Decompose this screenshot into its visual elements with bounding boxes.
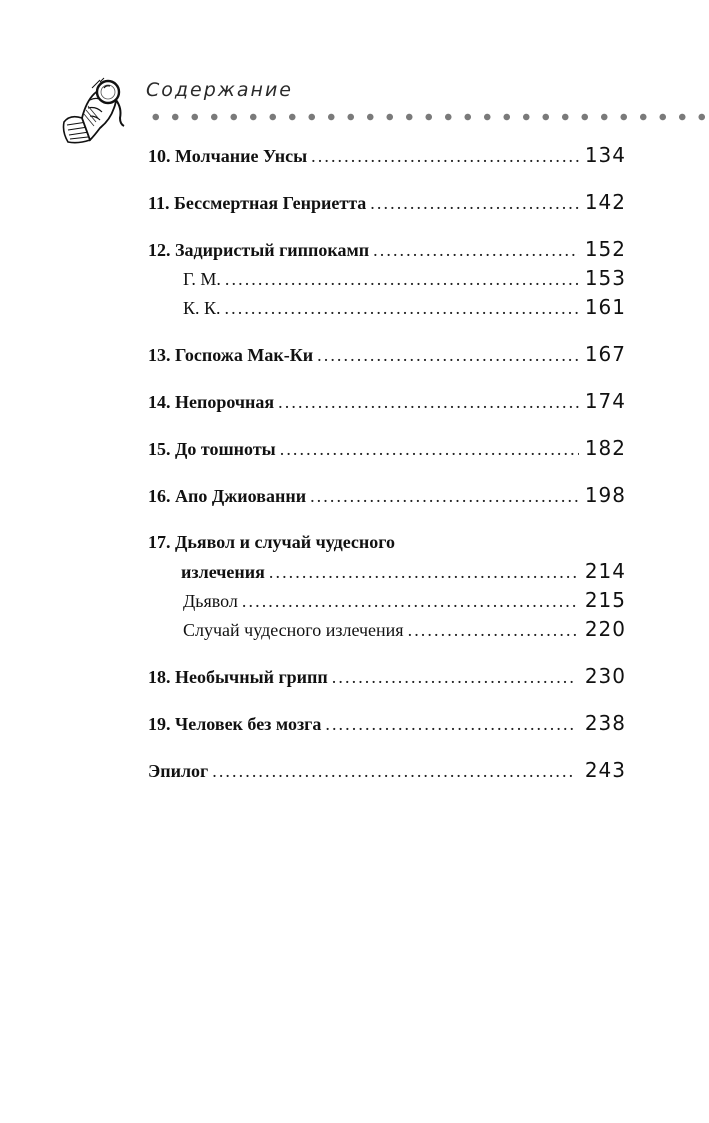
- toc-entry-page: 182: [584, 436, 626, 460]
- dot-leader: [212, 757, 576, 786]
- toc-entry-page: 214: [584, 559, 626, 583]
- toc-entry-title: 13. Госпожа Мак-Ки: [148, 345, 314, 365]
- dot-leader: [317, 341, 579, 370]
- dot-leader: [311, 142, 579, 171]
- toc-entry-title: 11. Бессмертная Генриетта: [148, 193, 367, 213]
- toc-entry-19[interactable]: [148, 709, 626, 738]
- dot-leader: [242, 587, 579, 616]
- dot-leader: [373, 236, 579, 265]
- toc-entry-page: 230: [584, 664, 626, 688]
- dot-leader: [370, 189, 579, 218]
- toc-entry-title: 12. Задиристый гиппокамп: [148, 240, 370, 260]
- toc-entry-14[interactable]: [148, 387, 626, 416]
- toc-entry-title: Эпилог: [148, 761, 209, 781]
- toc-subentry-miracle-cure[interactable]: [148, 615, 626, 644]
- toc-entry-title: Г. М.: [183, 269, 221, 289]
- toc-entry-16[interactable]: [148, 481, 626, 510]
- page-title: Содержание: [146, 79, 293, 101]
- toc-subentry-devil[interactable]: [148, 586, 626, 615]
- dot-leader: [310, 482, 579, 511]
- toc-entry-title: К. К.: [183, 298, 221, 318]
- toc-entry-15[interactable]: [148, 434, 626, 463]
- dot-leader: [325, 710, 576, 739]
- toc-entry-page: 153: [584, 266, 626, 290]
- toc-entry-title: 18. Необычный грипп: [148, 667, 328, 687]
- toc-entry-title: 14. Непорочная: [148, 392, 275, 412]
- dot-leader: [225, 265, 579, 294]
- table-of-contents: [148, 141, 626, 785]
- toc-entry-page: 152: [584, 237, 626, 261]
- toc-entry-10[interactable]: [148, 141, 626, 170]
- toc-entry-title: излечения: [181, 562, 265, 582]
- dot-leader: [269, 558, 579, 587]
- dot-leader: [225, 294, 579, 323]
- toc-entry-title: Случай чудесного излечения: [183, 620, 404, 640]
- toc-subentry-kk[interactable]: [148, 293, 626, 322]
- toc-entry-title: 19. Человек без мозга: [148, 714, 322, 734]
- toc-entry-13[interactable]: [148, 340, 626, 369]
- toc-subentry-gm[interactable]: [148, 264, 626, 293]
- toc-entry-page: 134: [584, 143, 626, 167]
- toc-entry-page: 220: [584, 617, 626, 641]
- toc-entry-title: 16. Апо Джиованни: [148, 486, 307, 506]
- toc-entry-page: 167: [584, 342, 626, 366]
- toc-entry-title: 15. До тошноты: [148, 439, 276, 459]
- dot-leader: [278, 388, 579, 417]
- dot-leader: [332, 663, 576, 692]
- toc-entry-title: 17. Дьявол и случай чудесного: [148, 532, 395, 552]
- toc-entry-page: 174: [584, 389, 626, 413]
- toc-entry-12[interactable]: [148, 235, 626, 264]
- page-header: [0, 0, 709, 150]
- toc-entry-epilogue[interactable]: [148, 756, 626, 785]
- toc-entry-page: 142: [584, 190, 626, 214]
- hand-holding-magnifier-icon: [60, 70, 146, 156]
- dot-leader: [280, 435, 579, 464]
- toc-entry-title: 10. Молчание Унсы: [148, 146, 308, 166]
- toc-entry-page: 243: [584, 758, 626, 782]
- toc-entry-page: 215: [584, 588, 626, 612]
- toc-entry-11[interactable]: [148, 188, 626, 217]
- toc-entry-17[interactable]: [148, 528, 626, 557]
- toc-entry-page: 161: [584, 295, 626, 319]
- toc-entry-page: 198: [584, 483, 626, 507]
- dot-leader: [408, 616, 576, 645]
- toc-entry-18[interactable]: [148, 662, 626, 691]
- toc-entry-title: Дьявол: [183, 591, 238, 611]
- toc-entry-page: 238: [584, 711, 626, 735]
- toc-entry-17-continued[interactable]: [148, 557, 626, 586]
- dotted-rule: [146, 113, 709, 121]
